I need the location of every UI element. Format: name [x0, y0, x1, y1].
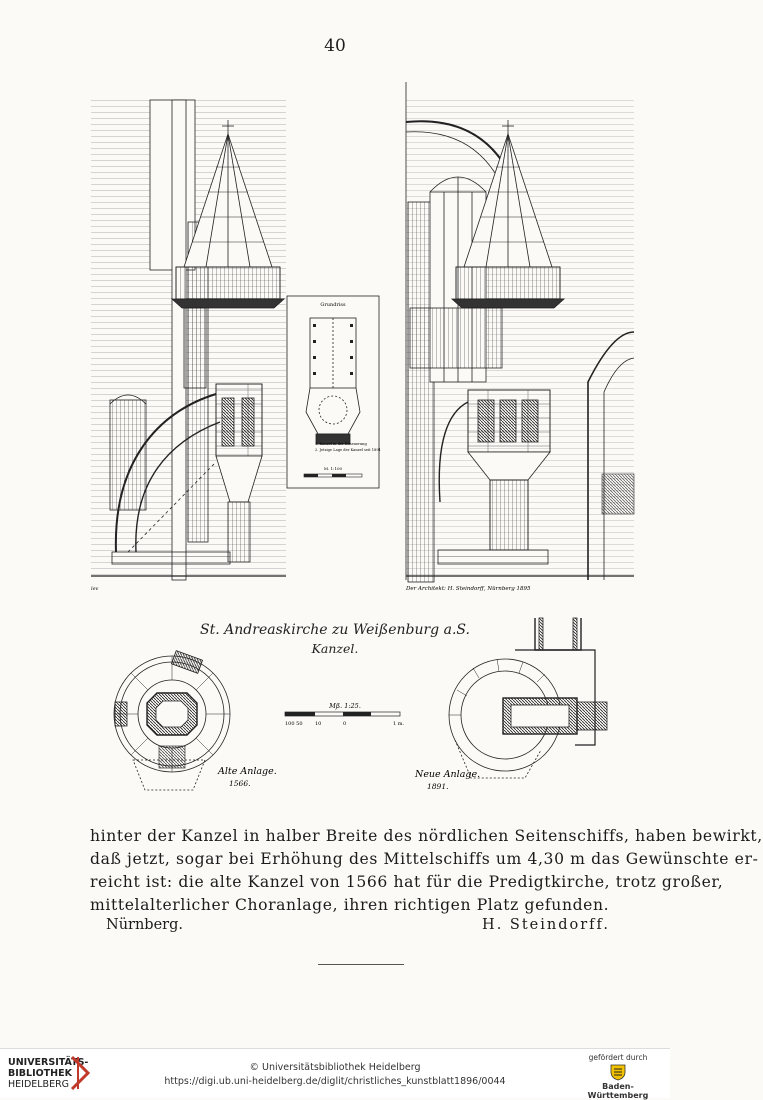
- text-line: daß jetzt, sogar bei Erhöhung des Mittelschiffs um 4,30 m das Gewünschte er-: [90, 850, 759, 868]
- svg-text:2. Jetzige Lage der Kanzel sei: 2. Jetzige Lage der Kanzel seit 1891: [315, 448, 381, 452]
- scale-bar: [285, 702, 405, 727]
- funding-block: gefördert durch Baden-Württemberg: [587, 1053, 649, 1100]
- new-plan-year: 1891.: [427, 782, 449, 791]
- signature-line: [106, 917, 610, 933]
- plan-title: Grundriss: [320, 302, 346, 308]
- figure-title: St. Andreaskirche zu Weißenburg a.S.: [200, 622, 470, 638]
- svg-text:1. Kanzel in der Erneuerung: 1. Kanzel in der Erneuerung: [315, 442, 367, 446]
- new-plan-label: Neue Anlage.: [415, 769, 481, 780]
- coat-of-arms-icon: [609, 1063, 627, 1081]
- new-plan: [449, 618, 607, 778]
- floor-plan: [287, 296, 381, 488]
- old-plan-year: 1566.: [229, 779, 251, 788]
- pulpit-plans-drawing: [105, 610, 610, 800]
- text-line: mittelalterlicher Choranlage, ihren richtigen Platz gefunden.: [90, 896, 610, 914]
- right-caption: Der Architekt: H. Steindorff, Nürnberg 1895: [406, 586, 531, 592]
- old-plan: [114, 651, 230, 790]
- author: H. Steindorff.: [482, 917, 610, 933]
- svg-text:1 m.: 1 m.: [393, 721, 405, 727]
- pulpit-elevation-drawing: [88, 82, 636, 594]
- closing-rule: [318, 964, 404, 965]
- svg-text:M. 1:100: M. 1:100: [323, 466, 343, 471]
- figure-subtitle: Kanzel.: [311, 641, 359, 656]
- copyright-text: © Universitätsbibliothek Heidelberg: [249, 1062, 421, 1073]
- svg-text:100 50: 100 50: [285, 721, 303, 727]
- footer-bar: [0, 1048, 670, 1098]
- text-line: hinter der Kanzel in halber Breite des nördlichen Seitenschiffs, haben bewirkt,: [90, 827, 763, 845]
- library-logo-text[interactable]: UNIVERSITÄTS- BIBLIOTHEK HEIDELBERG: [8, 1057, 89, 1090]
- svg-text:0: 0: [343, 721, 347, 727]
- left-caption: lev: [91, 586, 99, 592]
- permalink-url[interactable]: https://digi.ub.uni-heidelberg.de/diglit/christliches_kunstblatt1896/0044: [164, 1076, 506, 1087]
- svg-text:10: 10: [315, 721, 322, 727]
- page-number: 40: [324, 36, 346, 56]
- place: Nürnberg.: [106, 917, 183, 933]
- right-elevation: [406, 82, 634, 582]
- text-line: reicht ist: die alte Kanzel von 1566 hat für die Predigtkirche, trotz großer,: [90, 873, 724, 891]
- old-plan-label: Alte Anlage.: [218, 766, 277, 777]
- svg-text:Mß. 1:25.: Mß. 1:25.: [329, 702, 361, 710]
- left-elevation: [91, 100, 286, 580]
- body-paragraph: [90, 825, 763, 917]
